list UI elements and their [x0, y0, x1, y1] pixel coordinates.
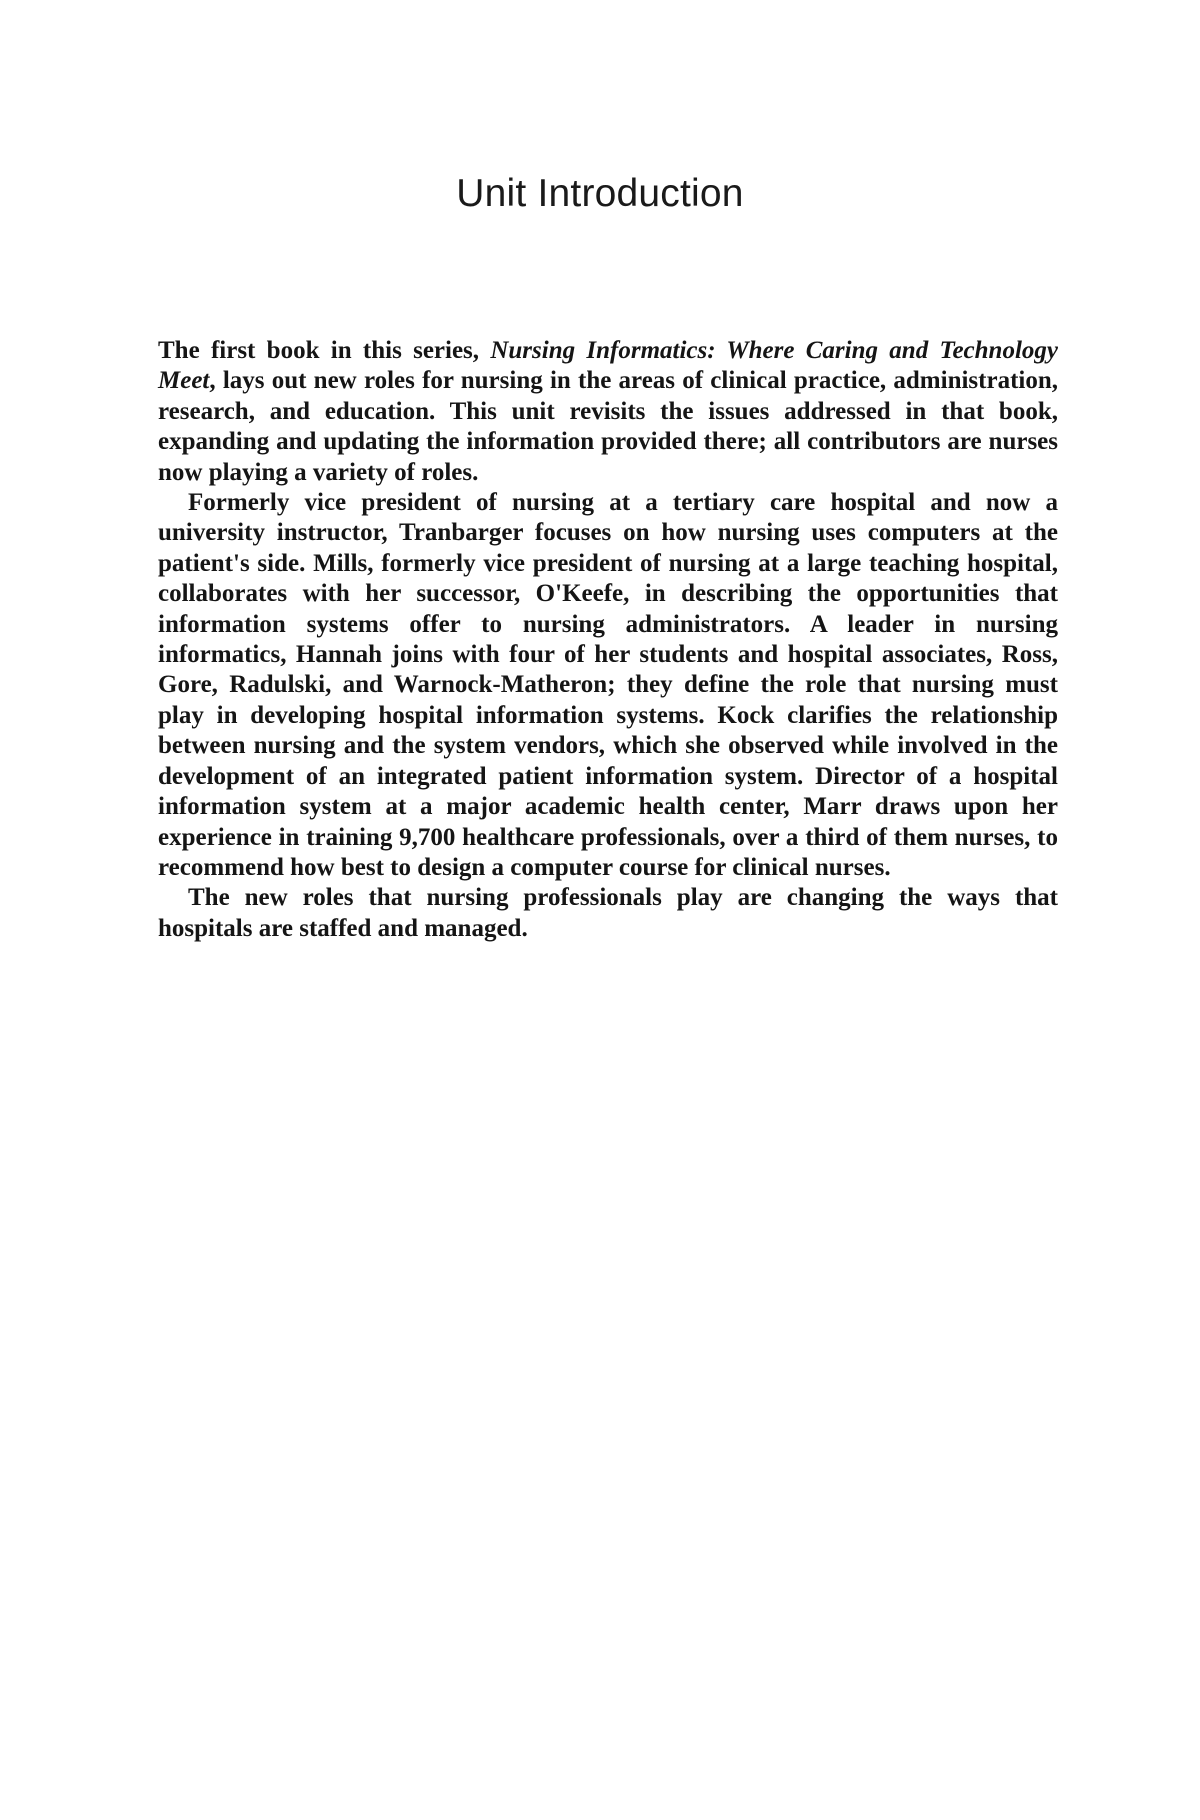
- paragraph-1-text-a: The first book in this series,: [158, 337, 491, 364]
- paragraph-3-text: The new roles that nursing professionals play are changing the ways that hospitals are staffed and managed.: [158, 884, 1058, 942]
- paragraph-1: [158, 336, 1058, 488]
- page-title: Unit Introduction: [456, 172, 744, 215]
- book-title-italic: Nursing Informatics: Where Caring and Technology Meet: [158, 337, 1059, 395]
- body-text: [158, 336, 1058, 944]
- paragraph-2-text: Formerly vice president of nursing at a tertiary care hospital and now a university instructor, Tranbarger focuses on how nursing uses computers at the patient's side. Mills, formerly vice president of nursing at a large teaching hospital, collaborates with her successor, O'Keefe, in describing the opportunities that information systems offer to nursing administrators. A leader in nursing informatics, Hannah joins with four of her students and hospital associates, Ross, Gore, Radulski, and Warnock-Matheron; they define the role that nursing must play in developing hospital information systems. Kock clarifies the relationship between nursing and the system vendors, which she observed while involved in the development of an integrated patient information system. Director of a hospital information system at a major academic health center, Marr draws upon her experience in training 9,700 healthcare professionals, over a third of them nurses, to recommend how best to design a computer course for clinical nurses.: [158, 489, 1058, 881]
- paragraph-2: [158, 488, 1058, 883]
- paragraph-3: [158, 883, 1058, 944]
- paragraph-1-text-b: , lays out new roles for nursing in the areas of clinical practice, administration, research, and education. This unit revisits the issues addressed in that book, expanding and updating the information provided there; all contributors are nurses now playing a variety of roles.: [158, 367, 1058, 486]
